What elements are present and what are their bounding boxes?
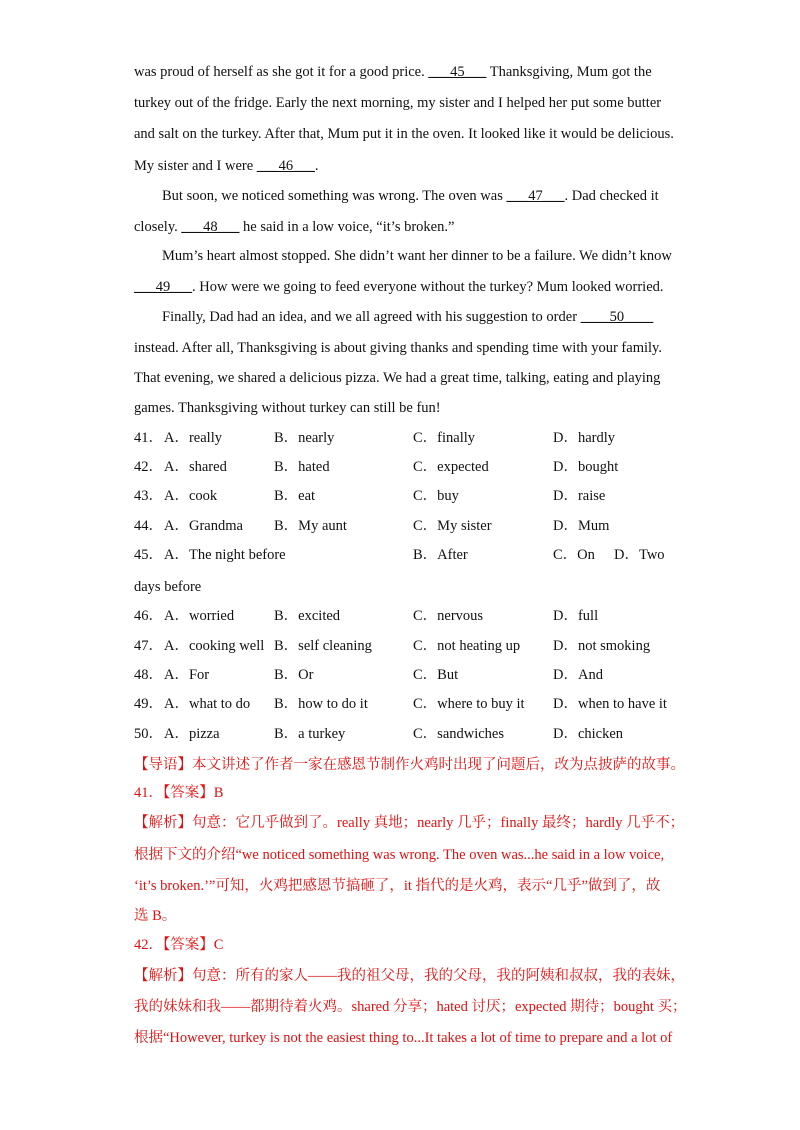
passage-line: ___49___. How were we going to feed everyone without the turkey? Mum looked worried. bbox=[134, 279, 664, 295]
analysis-line: 根据下文的介绍“we noticed something was wrong. The oven was...he said in a low voice, bbox=[134, 847, 665, 863]
question-number: 49． bbox=[134, 696, 163, 712]
passage-line: instead. After all, Thanksgiving is about giving thanks and spending time with your family. bbox=[134, 340, 662, 356]
option-b[interactable]: B．My aunt bbox=[274, 518, 347, 534]
option-c[interactable]: C．But bbox=[413, 667, 459, 683]
option-d[interactable]: D．hardly bbox=[553, 430, 616, 446]
analysis-line: 选 B。 bbox=[134, 908, 177, 924]
analysis-line: ‘it’s broken.’”可知，火鸡把感恩节搞砸了，it 指代的是火鸡，表示“几乎”做到了，故 bbox=[134, 878, 661, 894]
answer-41: 41．【答案】B bbox=[134, 785, 224, 801]
question-number: 50． bbox=[134, 726, 163, 742]
question-number: 46． bbox=[134, 608, 163, 624]
blank-47[interactable]: ___47___ bbox=[506, 188, 565, 204]
option-b[interactable]: B．nearly bbox=[274, 430, 335, 446]
option-b[interactable]: B．how to do it bbox=[274, 696, 368, 712]
option-b[interactable]: B．self cleaning bbox=[274, 638, 372, 654]
option-a[interactable]: A．really bbox=[164, 430, 222, 446]
question-number: 41． bbox=[134, 430, 163, 446]
analysis-line: 【解析】句意：所有的家人——我的祖父母，我的父母，我的阿姨和叔叔，我的表妹， bbox=[134, 968, 685, 984]
passage-line: But soon, we noticed something was wrong. The oven was ___47___. Dad checked it bbox=[162, 188, 659, 204]
option-d[interactable]: D．not smoking bbox=[553, 638, 651, 654]
option-d[interactable]: D．when to have it bbox=[553, 696, 667, 712]
option-a[interactable]: A．what to do bbox=[164, 696, 251, 712]
option-d-continued: days before bbox=[134, 579, 202, 595]
option-c[interactable]: C．nervous bbox=[413, 608, 484, 624]
passage-line: turkey out of the fridge. Early the next morning, my sister and I helped her put some butter bbox=[134, 95, 662, 111]
option-c[interactable]: C．My sister bbox=[413, 518, 492, 534]
option-b[interactable]: B．excited bbox=[274, 608, 341, 624]
option-c[interactable]: C．finally bbox=[413, 430, 476, 446]
blank-45[interactable]: ___45___ bbox=[428, 64, 487, 80]
passage-line: and salt on the turkey. After that, Mum put it in the oven. It looked like it would be delicious. bbox=[134, 126, 674, 142]
passage-line: Finally, Dad had an idea, and we all agreed with his suggestion to order ____50____ bbox=[162, 309, 654, 325]
option-a[interactable]: A．cooking well bbox=[164, 638, 265, 654]
answer-42: 42．【答案】C bbox=[134, 937, 224, 953]
question-number: 48． bbox=[134, 667, 163, 683]
option-d[interactable]: D．Two bbox=[614, 547, 665, 563]
passage-line: My sister and I were ___46___. bbox=[134, 158, 319, 174]
option-c[interactable]: C．not heating up bbox=[413, 638, 521, 654]
option-d[interactable]: D．bought bbox=[553, 459, 619, 475]
option-b[interactable]: B．hated bbox=[274, 459, 330, 475]
option-b[interactable]: B．eat bbox=[274, 488, 316, 504]
blank-48[interactable]: ___48___ bbox=[181, 219, 240, 235]
question-number: 42． bbox=[134, 459, 163, 475]
question-number: 44． bbox=[134, 518, 163, 534]
option-b[interactable]: B．After bbox=[413, 547, 468, 563]
option-a[interactable]: A．pizza bbox=[164, 726, 220, 742]
option-d[interactable]: D．Mum bbox=[553, 518, 610, 534]
passage-line: games. Thanksgiving without turkey can still be fun! bbox=[134, 400, 441, 416]
blank-46[interactable]: ___46___ bbox=[256, 158, 315, 174]
option-c[interactable]: C．On bbox=[553, 547, 595, 563]
option-a[interactable]: A．worried bbox=[164, 608, 235, 624]
option-d[interactable]: D．raise bbox=[553, 488, 606, 504]
question-number: 47． bbox=[134, 638, 163, 654]
option-c[interactable]: C．where to buy it bbox=[413, 696, 525, 712]
analysis-line: 根据“However, turkey is not the easiest thing to...It takes a lot of time to prepare and a lot of bbox=[134, 1030, 673, 1046]
passage-line: closely. ___48___ he said in a low voice, “it’s broken.” bbox=[134, 219, 455, 235]
passage-line: was proud of herself as she got it for a good price. ___45___ Thanksgiving, Mum got the bbox=[134, 64, 652, 80]
blank-49[interactable]: ___49___ bbox=[134, 279, 192, 295]
option-a[interactable]: A．cook bbox=[164, 488, 218, 504]
option-c[interactable]: C．buy bbox=[413, 488, 459, 504]
option-a[interactable]: A．Grandma bbox=[164, 518, 243, 534]
option-a[interactable]: A．The night before bbox=[164, 547, 286, 563]
option-b[interactable]: B．a turkey bbox=[274, 726, 346, 742]
passage-line: Mum’s heart almost stopped. She didn’t want her dinner to be a failure. We didn’t know bbox=[162, 248, 672, 264]
blank-50[interactable]: ____50____ bbox=[580, 309, 654, 325]
option-c[interactable]: C．sandwiches bbox=[413, 726, 505, 742]
passage-line: That evening, we shared a delicious pizza. We had a great time, talking, eating and playing bbox=[134, 370, 661, 386]
option-d[interactable]: D．And bbox=[553, 667, 603, 683]
option-d[interactable]: D．chicken bbox=[553, 726, 624, 742]
question-number: 43． bbox=[134, 488, 163, 504]
option-d[interactable]: D．full bbox=[553, 608, 599, 624]
intro-note: 【导语】本文讲述了作者一家在感恩节制作火鸡时出现了问题后，改为点披萨的故事。 bbox=[134, 757, 685, 773]
option-a[interactable]: A．For bbox=[164, 667, 210, 683]
option-c[interactable]: C．expected bbox=[413, 459, 489, 475]
analysis-line: 我的妹妹和我——都期待着火鸡。shared 分享；hated 讨厌；expected 期待；bought 买； bbox=[134, 999, 687, 1015]
question-number: 45． bbox=[134, 547, 163, 563]
analysis-line: 【解析】句意：它几乎做到了。really 真地；nearly 几乎；finally 最终；hardly 几乎不； bbox=[134, 815, 685, 831]
option-a[interactable]: A．shared bbox=[164, 459, 227, 475]
option-b[interactable]: B．Or bbox=[274, 667, 314, 683]
